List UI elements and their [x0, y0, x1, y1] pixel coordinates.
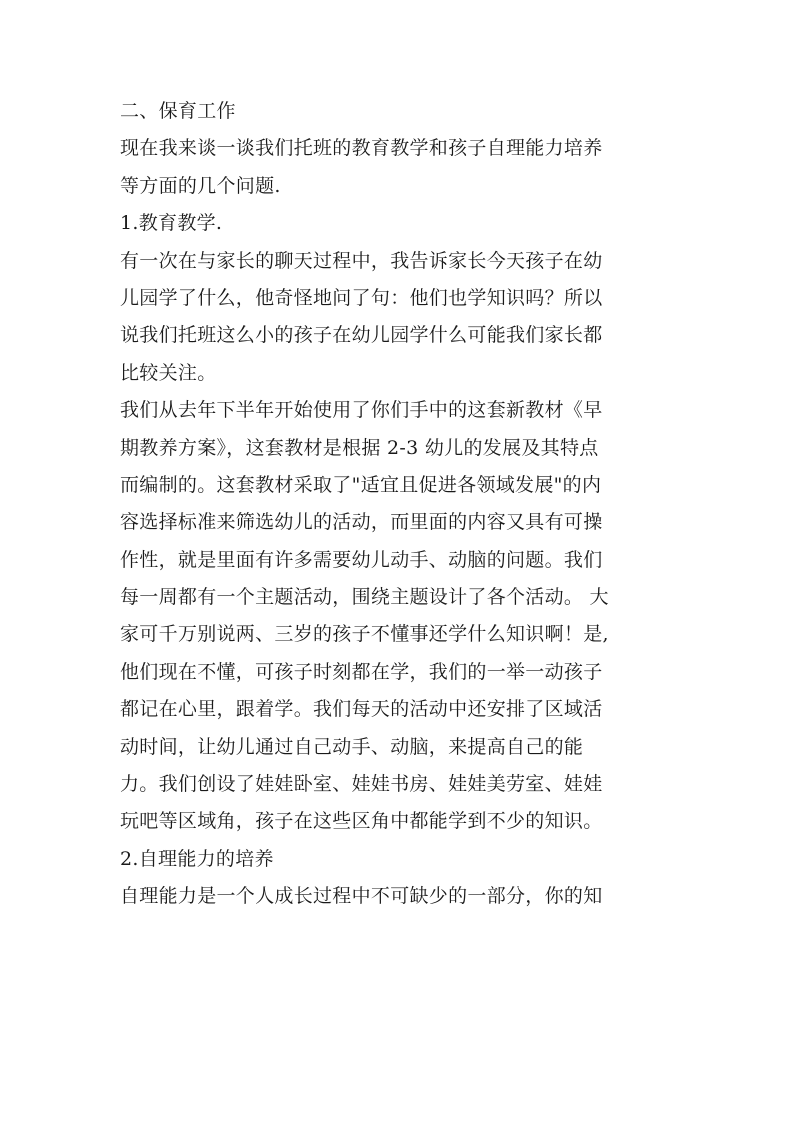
paragraph-line: 比较关注。	[120, 361, 217, 384]
paragraph-line: 期教养方案》，这套教材是根据 2-3 幼儿的发展及其特点	[120, 436, 599, 459]
subsection-heading: 2.自理能力的培养	[120, 847, 274, 870]
subsection-heading: 1.教育教学.	[120, 212, 223, 235]
paragraph-line: 作性，就是里面有许多需要幼儿动手、动脑的问题。我们	[120, 548, 603, 571]
paragraph-line: 等方面的几个问题.	[120, 174, 281, 197]
paragraph-line: 说我们托班这么小的孩子在幼儿园学什么可能我们家长都	[120, 324, 603, 347]
paragraph-line: 现在我来谈一谈我们托班的教育教学和孩子自理能力培养	[120, 137, 603, 160]
paragraph-line: 每一周都有一个主题活动，围绕主题设计了各个活动。 大	[120, 586, 609, 609]
paragraph-line: 都记在心里，跟着学。我们每天的活动中还安排了区域活	[120, 698, 603, 721]
paragraph-line: 自理能力是一个人成长过程中不可缺少的一部分，你的知	[120, 885, 603, 908]
paragraph-line: 他们现在不懂，可孩子时刻都在学，我们的一举一动孩子	[120, 660, 603, 683]
document-body	[120, 93, 680, 916]
paragraph-line: 家可千万别说两、三岁的孩子不懂事还学什么知识啊！是,	[120, 623, 609, 646]
paragraph-line: 力。我们创设了娃娃卧室、娃娃书房、娃娃美劳室、娃娃	[120, 773, 603, 796]
paragraph-line: 而编制的。这套教材采取了"适宜且促进各领域发展"的内	[120, 473, 602, 496]
paragraph-line: 我们从去年下半年开始使用了你们手中的这套新教材《早	[120, 399, 603, 422]
paragraph-line: 动时间，让幼儿通过自己动手、动脑，来提高自己的能	[120, 735, 584, 758]
section-heading: 二、保育工作	[120, 100, 236, 122]
paragraph-line: 有一次在与家长的聊天过程中，我告诉家长今天孩子在幼	[120, 249, 603, 272]
paragraph-line: 玩吧等区域角，孩子在这些区角中都能学到不少的知识。	[120, 810, 603, 833]
paragraph-line: 儿园学了什么，他奇怪地问了句：他们也学知识吗？所以	[120, 286, 603, 309]
paragraph-line: 容选择标准来筛选幼儿的活动，而里面的内容又具有可操	[120, 511, 603, 534]
